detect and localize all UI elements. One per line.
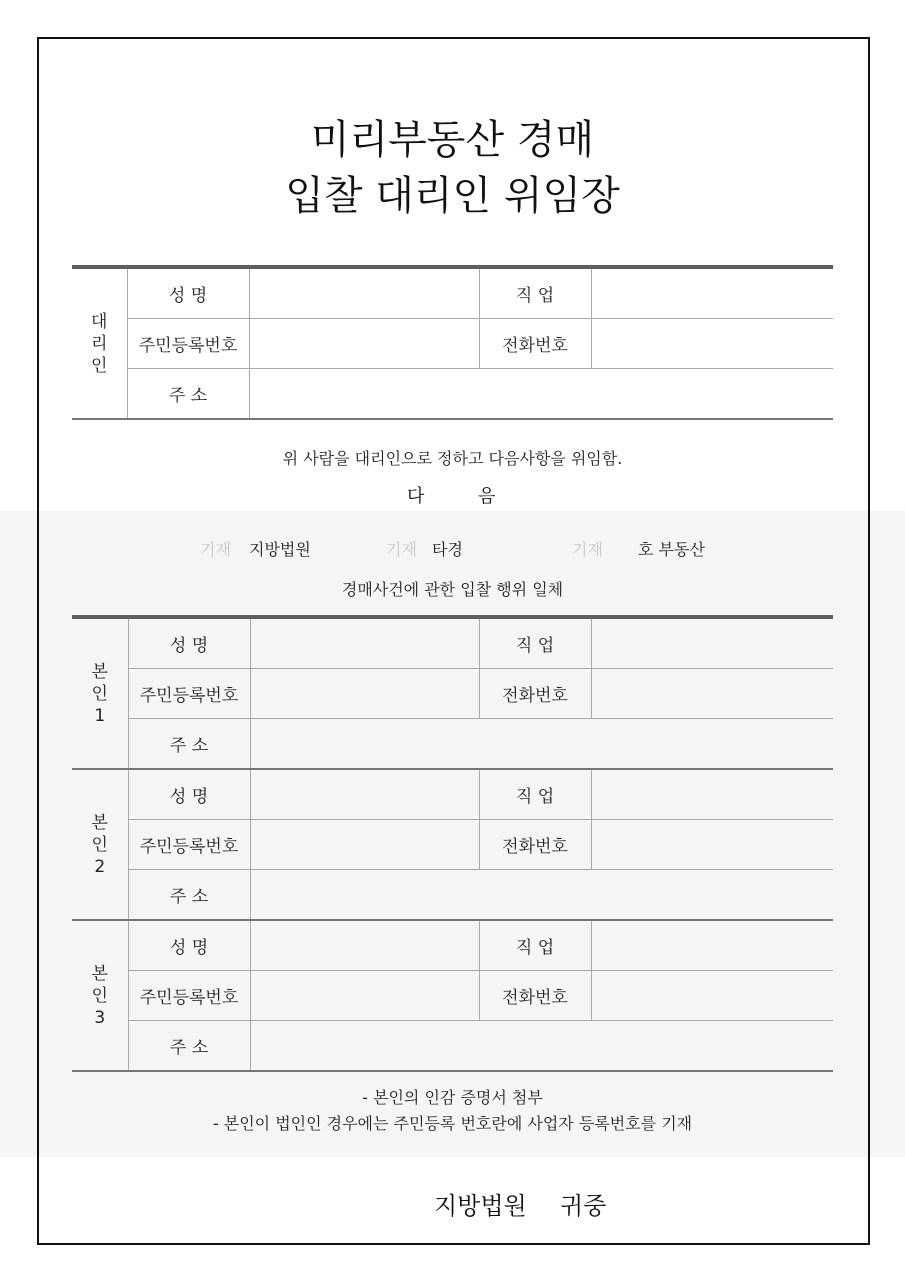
case-year-input[interactable]: 기재 [386,540,417,559]
principal-3-address-field[interactable] [250,1021,833,1072]
principal-3-rrn-label: 주민등록번호 [128,971,250,1021]
agent-address-field[interactable] [249,369,833,420]
principal-2-rrn-field[interactable] [250,820,479,870]
principal-1-job-label: 직 업 [479,617,591,669]
document-title-line1: 미리부동산 경매 [310,117,595,163]
principal-1-phone-label: 전화번호 [479,669,591,719]
principal-3-name-field[interactable] [250,920,479,971]
agent-rrn-label: 주민등록번호 [127,319,249,369]
principal-2-phone-field[interactable] [591,820,833,870]
agent-group-label: 대 리 인 [72,267,127,419]
principal-1-address-field[interactable] [250,719,833,770]
case-number-suffix: 호 부동산 [638,540,705,559]
principal-3-group-label: 본 인 3 [72,920,128,1071]
addressee-honorific: 귀중 [560,1192,607,1220]
principal-2-job-label: 직 업 [479,769,591,820]
principal-3-name-label: 성 명 [128,920,250,971]
principal-2-name-field[interactable] [250,769,479,820]
principal-3-job-label: 직 업 [479,920,591,971]
principal-3-rrn-field[interactable] [250,971,479,1021]
court-suffix: 지방법원 [249,540,311,559]
addressee-court: 지방법원 [434,1192,527,1220]
agent-name-label: 성 명 [127,267,249,319]
principal-1-rrn-field[interactable] [250,669,479,719]
agent-rrn-field[interactable] [249,319,479,369]
principal-1-rrn-label: 주민등록번호 [128,669,250,719]
daeum-left: 다 [407,486,425,507]
principal-1-name-field[interactable] [250,617,479,669]
principal-3-address-label: 주 소 [128,1021,250,1072]
principal-2-job-field[interactable] [591,769,833,820]
delegation-scope: 경매사건에 관한 입찰 행위 일체 [341,580,564,599]
principal-2-phone-label: 전화번호 [479,820,591,870]
principal-1-job-field[interactable] [591,617,833,669]
principal-1-name-label: 성 명 [128,617,250,669]
principal-1-group-label: 본 인 1 [72,617,128,769]
principal-2-name-label: 성 명 [128,769,250,820]
note-seal-certificate: - 본인의 인감 증명서 첨부 [362,1088,543,1107]
principal-2-group-label: 본 인 2 [72,769,128,920]
agent-name-field[interactable] [249,267,479,319]
delegation-statement: 위 사람을 대리인으로 정하고 다음사항을 위임함. [282,449,623,468]
addressee [434,1186,606,1221]
principal-1-row-name [72,617,833,669]
principal-2-rrn-label: 주민등록번호 [128,820,250,870]
principals-table [72,615,833,1072]
note-corporation: - 본인이 법인인 경우에는 주민등록 번호란에 사업자 등록번호를 기재 [212,1114,693,1133]
principal-3-phone-field[interactable] [591,971,833,1021]
principal-2-address-label: 주 소 [128,870,250,921]
agent-phone-label: 전화번호 [479,319,591,369]
principal-3-job-field[interactable] [591,920,833,971]
principal-1-address-label: 주 소 [128,719,250,770]
principal-1-phone-field[interactable] [591,669,833,719]
case-suffix: 타경 [432,540,463,559]
document-title-line2: 입찰 대리인 위임장 [285,173,620,219]
agent-address-label: 주 소 [127,369,249,420]
case-number-input[interactable]: 기재 [572,540,603,559]
principal-2-address-field[interactable] [250,870,833,921]
principal-3-phone-label: 전화번호 [479,971,591,1021]
agent-job-field[interactable] [591,267,833,319]
daeum-right: 음 [478,486,496,507]
agent-job-label: 직 업 [479,267,591,319]
agent-table [72,265,833,420]
court-input[interactable]: 기재 [200,540,231,559]
agent-phone-field[interactable] [591,319,833,369]
